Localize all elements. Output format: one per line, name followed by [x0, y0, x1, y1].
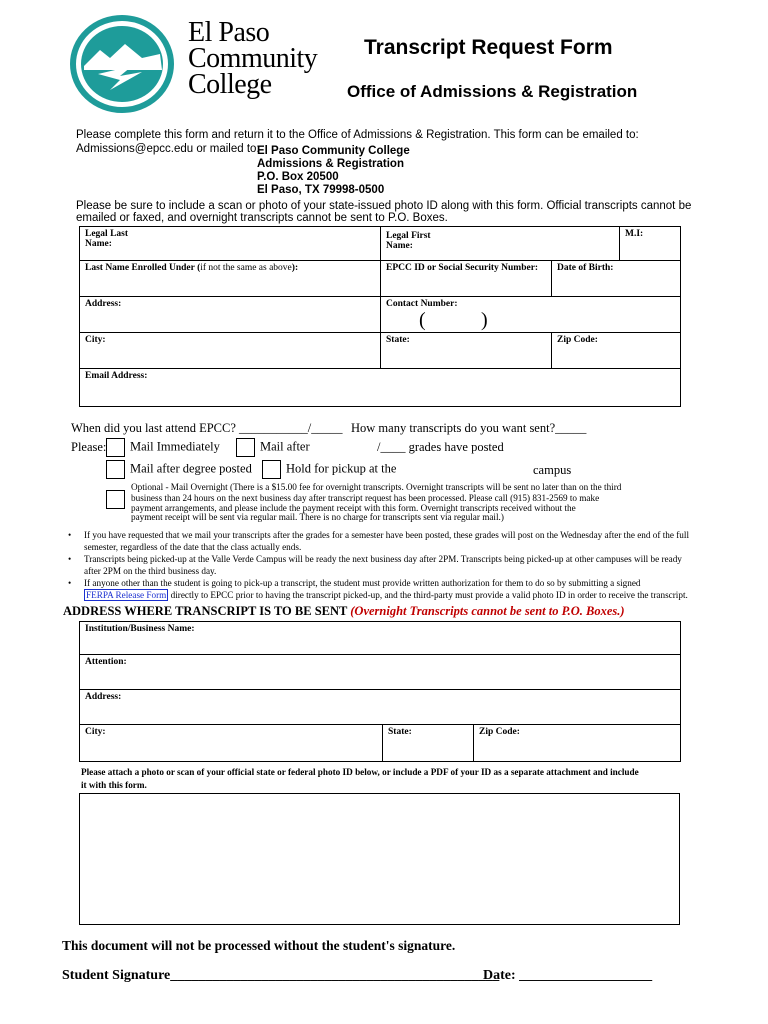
address-line-3: P.O. Box 20500 — [257, 171, 339, 183]
bullet-grades-posting: • If you have requested that we mail your transcripts after the grades for a semester have been posted, these grades will post on the Wednesday after the end of the full semester, regardless of the date that the class actually ends. — [62, 530, 762, 553]
epcc-id-field[interactable]: EPCC ID or Social Security Number: — [381, 261, 552, 297]
institution-name-field[interactable]: Institution/Business Name: — [80, 622, 681, 655]
mail-overnight-option: Optional - Mail Overnight (There is a $15.00 fee for overnight transcripts. Overnight transcripts will be sent no later than on the third business than 24 hours on the next business day after transcript request has been processed. Please call (915) 831-2569 to make payment arrangements, and please include the payment receipt with this form. Overnight transcripts received without the payment receipt will be sent via regular mail. There is no charge for transcripts sent via regular mail.) — [131, 482, 622, 522]
overnight-warning: (Overnight Transcripts cannot be sent to P.O. Boxes.) — [350, 604, 625, 618]
logo-emblem-icon — [70, 14, 175, 114]
date-of-birth-field[interactable]: Date of Birth: — [552, 261, 681, 297]
state-field[interactable]: State: — [381, 333, 552, 369]
form-title: Transcript Request Form — [364, 36, 613, 59]
hold-pickup-option[interactable]: Hold for pickup at the — [262, 460, 396, 479]
last-attend-question[interactable]: When did you last attend EPCC? ___________/_____ — [71, 421, 343, 435]
mail-overnight-checkbox[interactable] — [106, 490, 125, 509]
notice-line-1: Please be sure to include a scan or photo of your state-issued photo ID along with this form. Official transcripts cannot be — [76, 200, 692, 212]
notice-line-2: emailed or faxed, and overnight transcripts cannot be sent to P.O. Boxes. — [76, 211, 448, 224]
date-line[interactable]: Date: ___________________ — [483, 968, 653, 983]
zip-code-field[interactable]: Zip Code: — [552, 333, 681, 369]
logo-line-2: Community — [188, 43, 318, 74]
address-line-2: Admissions & Registration — [257, 158, 404, 170]
how-many-question[interactable]: How many transcripts do you want sent?_____ — [351, 421, 587, 435]
mail-after-degree-checkbox[interactable] — [106, 460, 125, 479]
intro-line-1: Please complete this form and return it to the Office of Admissions & Registration. This form can be emailed to: — [76, 129, 639, 141]
area-code-close: ) — [481, 309, 488, 331]
info-bullets — [62, 530, 762, 602]
notice — [76, 201, 691, 224]
send-city-field[interactable]: City: — [80, 725, 383, 762]
area-code-open: ( — [419, 309, 426, 331]
legal-first-name-field[interactable]: Legal First Name: — [381, 227, 620, 261]
epcc-logo — [70, 14, 318, 114]
address-line-4: El Paso, TX 79998-0500 — [257, 184, 385, 196]
student-info-table — [79, 226, 681, 407]
send-address-table — [79, 621, 681, 762]
attention-field[interactable]: Attention: — [80, 655, 681, 690]
please-label: Please: — [71, 440, 107, 454]
legal-last-name-field[interactable]: Legal Last Name: — [80, 227, 381, 261]
form-subtitle: Office of Admissions & Registration — [347, 82, 638, 101]
middle-initial-field[interactable]: M.I: — [620, 227, 681, 261]
mail-after-option[interactable]: Mail after — [236, 438, 310, 457]
email-address-field[interactable]: Email Address: — [80, 369, 681, 407]
grades-posted-text: /____ grades have posted — [377, 440, 504, 454]
mail-after-checkbox[interactable] — [236, 438, 255, 457]
campus-label: campus — [533, 463, 572, 477]
photo-id-instructions: Please attach a photo or scan of your official state or federal photo ID below, or include a PDF of your ID as a separate attachment and include it with this form. — [81, 767, 639, 790]
send-zip-code-field[interactable]: Zip Code: — [474, 725, 681, 762]
send-state-field[interactable]: State: — [383, 725, 474, 762]
contact-number-field[interactable]: Contact Number: ( ) — [381, 297, 681, 333]
hold-pickup-checkbox[interactable] — [262, 460, 281, 479]
mailing-address — [257, 145, 410, 197]
logo-line-1: El Paso — [188, 17, 270, 48]
address-line-1: El Paso Community College — [257, 145, 410, 157]
signature-notice: This document will not be processed without the student's signature. — [62, 938, 456, 953]
address-field[interactable]: Address: — [80, 297, 381, 333]
student-signature-line[interactable]: Student Signature_______________________________________________ — [62, 968, 500, 983]
send-address-heading: ADDRESS WHERE TRANSCRIPT IS TO BE SENT (Overnight Transcripts cannot be sent to P.O. Boxes.) — [63, 604, 625, 618]
logo-line-3: College — [188, 69, 272, 100]
ferpa-release-form-link[interactable]: FERPA Release Form — [86, 589, 167, 600]
city-field[interactable]: City: — [80, 333, 381, 369]
mail-immediately-option[interactable]: Mail Immediately — [106, 438, 220, 457]
last-name-enrolled-field[interactable]: Last Name Enrolled Under (if not the same as above): — [80, 261, 381, 297]
intro-email-prefix: Admissions@epcc.edu or mailed to: — [76, 143, 260, 155]
bullet-pickup-times: • Transcripts being picked-up at the Valle Verde Campus will be ready the next business day after 2PM. Transcripts being picked-up at other campuses will be ready after 2PM on the third business day. — [62, 554, 762, 577]
mail-immediately-checkbox[interactable] — [106, 438, 125, 457]
mail-after-degree-option[interactable]: Mail after degree posted — [106, 460, 252, 479]
bullet-third-party-pickup: • If anyone other than the student is going to pick-up a transcript, the student must provide written authorization for them to do so by submitting a signed FERPA Release Form directly to EPCC prior to having the transcript picked-up, and the third-party must provide a valid photo ID in order to receive the transcript. — [62, 578, 762, 601]
photo-id-upload-area[interactable] — [79, 793, 680, 925]
send-address-field[interactable]: Address: — [80, 690, 681, 725]
